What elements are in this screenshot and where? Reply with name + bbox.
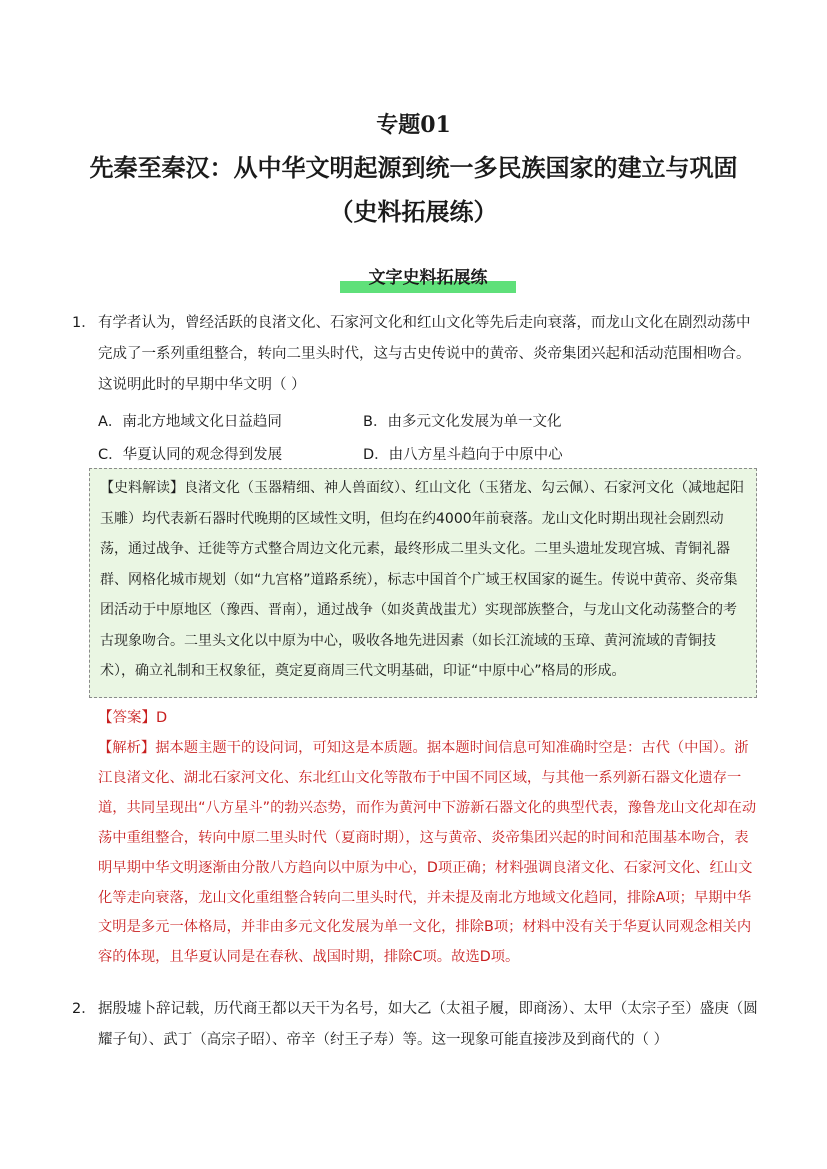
option-a: A．南北方地域文化日益趋同: [98, 414, 282, 430]
question-2-number: 2．: [72, 1001, 96, 1017]
page-title: 先秦至秦汉：从中华文明起源到统一多民族国家的建立与巩固: [89, 153, 738, 182]
question-2: [72, 994, 762, 1056]
analysis-label: 【解析】: [98, 740, 156, 756]
answer-label: 【答案】: [98, 710, 156, 726]
option-c: C．华夏认同的观念得到发展: [98, 447, 283, 463]
topic-heading: 专题01: [376, 112, 451, 138]
option-b: B．由多元文化发展为单一文化: [363, 414, 562, 430]
question-2-stem: 据殷墟卜辞记载，历代商王都以天干为名号，如大乙（太祖子履，即商汤）、太甲（太宗子至）盛庚（圆耀子旬）、武丁（高宗子昭）、帝辛（纣王子寿）等。这一现象可能直接涉及到商代的（ ）: [98, 1001, 758, 1048]
title-block: [0, 108, 827, 230]
section-banner: [340, 264, 516, 294]
analysis-text: 据本题主题干的设问词，可知这是本质题。据本题时间信息可知准确时空是：古代（中国）。浙江良渚文化、湖北石家河文化、东北红山文化等散布于中国不同区域，与其他一系列新石器文化遗存一道，共同呈现出“八方星斗”的勃兴态势，而作为黄河中下游新石器文化的典型代表，豫鲁龙山文化却在动荡中重组整合，转向中原二里头时代（夏商时期），这与黄帝、炎帝集团兴起的时间和范围基本吻合，表明早期中华文明逐渐由分散八方趋向以中原为中心，D项正确；材料强调良渚文化、石家河文化、红山文化等走向衰落，龙山文化重组整合转向二里头时代，并未提及南北方地域文化趋同，排除A项；早期中华文明是多元一体格局，并非由多元文化发展为单一文化，排除B项；材料中没有关于华夏认同观念相关内容的体现，且华夏认同是在春秋、战国时期，排除C项。故选D项。: [98, 740, 757, 966]
question-1: [72, 308, 762, 401]
page-subtitle: （史料拓展练）: [329, 197, 498, 226]
question-1-number: 1．: [72, 315, 96, 331]
analysis-paragraph: [98, 734, 758, 973]
answer-value: D: [156, 710, 168, 726]
source-interpretation-box: 【史料解读】良渚文化（玉器精细、神人兽面纹）、红山文化（玉猪龙、勾云佩）、石家河文化（减地起阳玉雕）均代表新石器时代晚期的区域性文明，但均在约4000年前衰落。龙山文化时期出现社会剧烈动荡，通过战争、迁徙等方式整合周边文化元素，最终形成二里头文化。二里头遗址发现宫城、青铜礼器群、网格化城市规划（如“九宫格”道路系统），标志中国首个广域王权国家的诞生。传说中黄帝、炎帝集团活动于中原地区（豫西、晋南），通过战争（如炎黄战蚩尤）实现部族整合，与龙山文化动荡整合的考古现象吻合。二里头文化以中原为中心，吸收各地先进因素（如长江流域的玉璋、黄河流域的青铜技术），确立礼制和王权象征，奠定夏商周三代文明基础，印证“中原中心”格局的形成。: [89, 468, 757, 698]
section-label: 文字史料拓展练: [368, 268, 488, 288]
question-1-stem: 有学者认为，曾经活跃的良渚文化、石家河文化和红山文化等先后走向衰落，而龙山文化在剧烈动荡中完成了一系列重组整合，转向二里头时代，这与古史传说中的黄帝、炎帝集团兴起和活动范围相吻合。这说明此时的早期中华文明（ ）: [98, 315, 751, 393]
answer-line: [98, 704, 167, 732]
option-d: D．由八方星斗趋向于中原中心: [363, 447, 563, 463]
